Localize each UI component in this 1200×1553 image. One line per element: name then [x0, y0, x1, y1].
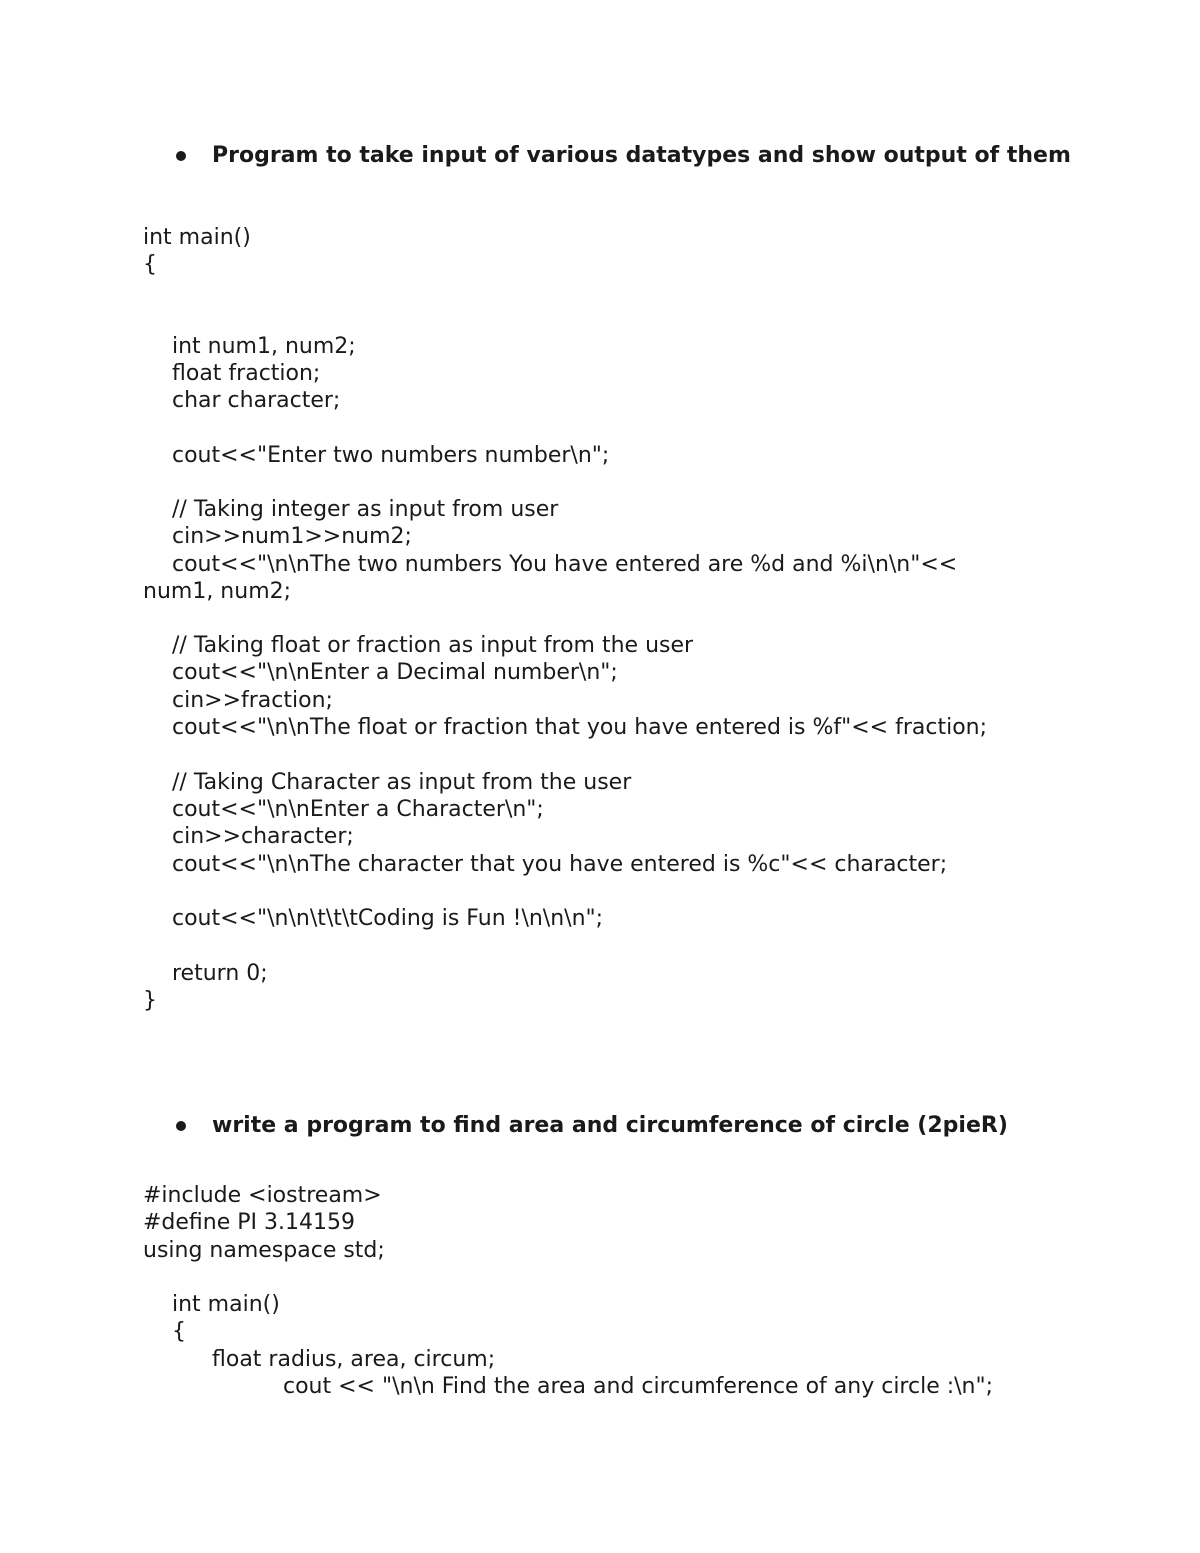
code-line: cout<<"\n\nEnter a Character\n";	[172, 797, 544, 822]
code-line: cin>>num1>>num2;	[172, 524, 412, 549]
code-line: int main()	[143, 225, 251, 250]
code-line: float radius, area, circum;	[212, 1347, 496, 1372]
code-comment: // Taking float or fraction as input from the user	[172, 633, 694, 658]
code-line: #define PI 3.14159	[143, 1210, 355, 1235]
code-line: char character;	[172, 388, 341, 413]
code-comment: // Taking integer as input from user	[172, 497, 559, 522]
code-line: int num1, num2;	[172, 334, 356, 359]
code-line: {	[143, 252, 157, 277]
heading-text: write a program to find area and circumference of circle (2pieR)	[212, 1113, 1008, 1138]
code-line: using namespace std;	[143, 1238, 385, 1263]
bullet-dot-icon	[176, 1121, 186, 1131]
code-line: return 0;	[172, 961, 268, 986]
bullet-heading-circle	[212, 1112, 1092, 1139]
code-line: int main()	[172, 1292, 280, 1317]
code-line: num1, num2;	[143, 579, 292, 604]
code-line: #include <iostream>	[143, 1183, 382, 1208]
code-line: cout<<"Enter two numbers number\n";	[172, 443, 610, 468]
code-line: {	[172, 1319, 186, 1344]
heading-text: Program to take input of various datatypes and show output of them	[212, 143, 1071, 168]
code-line: cout<<"\n\nThe two numbers You have entered are %d and %i\n\n"<<	[172, 552, 958, 577]
code-line: }	[143, 988, 157, 1013]
bullet-heading-datatypes	[212, 142, 1092, 169]
code-line: cout<<"\n\n\t\t\tCoding is Fun !\n\n\n";	[172, 906, 604, 931]
code-line: cout << "\n\n Find the area and circumference of any circle :\n";	[283, 1374, 994, 1399]
code-line: cout<<"\n\nThe float or fraction that you have entered is %f"<< fraction;	[172, 715, 988, 740]
code-line: float fraction;	[172, 361, 321, 386]
code-line: cin>>character;	[172, 824, 354, 849]
code-line: cout<<"\n\nEnter a Decimal number\n";	[172, 660, 618, 685]
code-comment: // Taking Character as input from the user	[172, 770, 632, 795]
bullet-dot-icon	[176, 151, 186, 161]
code-line: cin>>fraction;	[172, 688, 333, 713]
code-line: cout<<"\n\nThe character that you have entered is %c"<< character;	[172, 852, 948, 877]
